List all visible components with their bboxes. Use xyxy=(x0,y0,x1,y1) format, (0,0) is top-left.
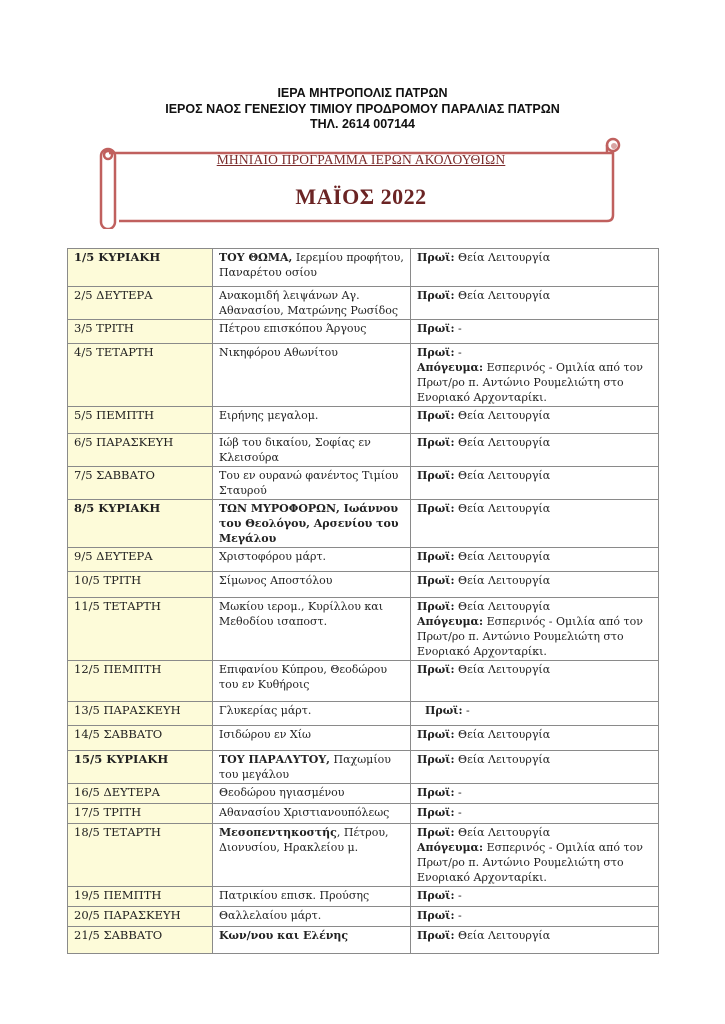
morning-label: Πρωϊ: xyxy=(417,550,455,563)
service-cell xyxy=(411,702,659,726)
saint-cell xyxy=(213,907,411,927)
afternoon-label: Απόγευμα: xyxy=(417,841,484,854)
schedule-row xyxy=(68,887,659,907)
schedule-row xyxy=(68,287,659,320)
date-cell: 1/5 ΚΥΡΙΑΚΗ xyxy=(68,249,213,287)
saint-cell xyxy=(213,320,411,344)
morning-value: - xyxy=(454,806,462,819)
saint-names: Αθανασίου Χριστιανουπόλεως xyxy=(219,806,390,819)
morning-label: Πρωϊ: xyxy=(417,346,455,359)
saint-names: Πατρικίου επισκ. Προύσης xyxy=(219,889,370,902)
morning-service xyxy=(417,662,652,677)
service-cell xyxy=(411,751,659,784)
date-cell: 15/5 ΚΥΡΙΑΚΗ xyxy=(68,751,213,784)
morning-label: Πρωϊ: xyxy=(417,289,455,302)
morning-service xyxy=(417,435,652,450)
service-cell xyxy=(411,804,659,824)
afternoon-label: Απόγευμα: xyxy=(417,615,484,628)
schedule-table xyxy=(67,248,659,954)
morning-service xyxy=(417,250,652,265)
morning-service xyxy=(417,501,652,516)
morning-service xyxy=(417,408,652,423)
schedule-row xyxy=(68,434,659,467)
morning-value: - xyxy=(462,704,470,717)
date-cell: 8/5 ΚΥΡΙΑΚΗ xyxy=(68,500,213,548)
feast-title: Κων/νου και Ελένης xyxy=(219,929,349,942)
service-cell xyxy=(411,824,659,887)
saint-cell xyxy=(213,702,411,726)
morning-label: Πρωϊ: xyxy=(417,889,455,902)
morning-label: Πρωϊ: xyxy=(417,502,455,515)
date-cell: 3/5 ΤΡΙΤΗ xyxy=(68,320,213,344)
date-cell: 12/5 ΠΕΜΠΤΗ xyxy=(68,661,213,702)
saint-cell xyxy=(213,751,411,784)
morning-label: Πρωϊ: xyxy=(417,600,455,613)
feast-title: ΤΟΥ ΠΑΡΑΛΥΤΟΥ, xyxy=(219,753,331,766)
saint-cell xyxy=(213,548,411,572)
morning-value: - xyxy=(454,786,462,799)
phone-number: ΤΗΛ. 2614 007144 xyxy=(310,117,415,131)
morning-value: Θεία Λειτουργία xyxy=(454,929,551,942)
schedule-row xyxy=(68,344,659,407)
morning-value: - xyxy=(454,346,462,359)
saint-names: Ισιδώρου εν Χίω xyxy=(219,728,312,741)
service-cell xyxy=(411,407,659,434)
service-cell xyxy=(411,548,659,572)
morning-service xyxy=(417,888,652,903)
service-cell xyxy=(411,320,659,344)
date-cell: 13/5 ΠΑΡΑΣΚΕΥΗ xyxy=(68,702,213,726)
morning-value: - xyxy=(454,322,462,335)
morning-label: Πρωϊ: xyxy=(417,826,455,839)
morning-service xyxy=(417,599,652,614)
saint-cell xyxy=(213,887,411,907)
saint-cell xyxy=(213,824,411,887)
saint-names: Νικηφόρου Αθωνίτου xyxy=(219,346,338,359)
service-cell xyxy=(411,661,659,702)
morning-value: Θεία Λειτουργία xyxy=(454,728,551,741)
saint-cell xyxy=(213,249,411,287)
morning-value: Θεία Λειτουργία xyxy=(454,550,551,563)
saint-names: Ανακομιδή λειψάνων Αγ. Αθανασίου, Ματρώνης Ρωσίδος xyxy=(219,289,398,317)
service-cell xyxy=(411,500,659,548)
schedule-row xyxy=(68,804,659,824)
date-cell: 6/5 ΠΑΡΑΣΚΕΥΗ xyxy=(68,434,213,467)
morning-label: Πρωϊ: xyxy=(417,909,455,922)
date-cell: 21/5 ΣΑΒΒΑΤΟ xyxy=(68,927,213,954)
saint-cell xyxy=(213,726,411,751)
scroll-frame-icon xyxy=(97,137,625,229)
banner-subtitle: ΜΗΝΙΑΙΟ ΠΡΟΓΡΑΜΜΑ ΙΕΡΩΝ ΑΚΟΛΟΥΘΙΩΝ xyxy=(216,152,506,167)
schedule-row xyxy=(68,927,659,954)
morning-label: Πρωϊ: xyxy=(417,322,455,335)
morning-value: Θεία Λειτουργία xyxy=(454,436,551,449)
schedule-row xyxy=(68,726,659,751)
morning-label: Πρωϊ: xyxy=(417,728,455,741)
morning-service xyxy=(417,727,652,742)
morning-label: Πρωϊ: xyxy=(417,409,455,422)
service-cell xyxy=(411,467,659,500)
morning-service xyxy=(417,752,652,767)
saint-names: Πέτρου επισκόπου Άργους xyxy=(219,322,367,335)
schedule-row xyxy=(68,661,659,702)
feast-title: ΤΟΥ ΘΩΜΑ, xyxy=(219,251,293,264)
feast-title: Μεσοπεντηκοστής xyxy=(219,826,337,839)
date-cell: 5/5 ΠΕΜΠΤΗ xyxy=(68,407,213,434)
morning-label: Πρωϊ: xyxy=(417,436,455,449)
morning-label: Πρωϊ: xyxy=(417,786,455,799)
church-header xyxy=(0,86,725,133)
saint-cell xyxy=(213,434,411,467)
morning-value: Θεία Λειτουργία xyxy=(454,574,551,587)
service-cell xyxy=(411,572,659,598)
morning-label: Πρωϊ: xyxy=(417,251,455,264)
morning-value: Θεία Λειτουργία xyxy=(454,289,551,302)
morning-label: Πρωϊ: xyxy=(417,753,455,766)
saint-names: Ιώβ του δικαίου, Σοφίας εν Κλεισούρα xyxy=(219,436,371,464)
morning-value: Θεία Λειτουργία xyxy=(454,251,551,264)
morning-value: - xyxy=(454,889,462,902)
afternoon-value: Εσπερινός - Ομιλία από τον Πρωτ/ρο π. Αντώνιο Ρουμελιώτη στο Ενοριακό Αρχονταρίκι. xyxy=(417,615,643,658)
schedule-row xyxy=(68,548,659,572)
schedule-row xyxy=(68,320,659,344)
morning-value: Θεία Λειτουργία xyxy=(454,753,551,766)
service-cell xyxy=(411,907,659,927)
schedule-row xyxy=(68,907,659,927)
morning-label: Πρωϊ: xyxy=(417,574,455,587)
morning-service xyxy=(417,321,652,336)
morning-service xyxy=(417,288,652,303)
saint-cell xyxy=(213,500,411,548)
feast-title: ΤΩΝ ΜΥΡΟΦΟΡΩΝ, Ιωάννου του Θεολόγου, Αρσενίου του Μεγάλου xyxy=(219,502,399,545)
saint-names: Θαλλελαίου μάρτ. xyxy=(219,909,322,922)
date-cell: 4/5 ΤΕΤΑΡΤΗ xyxy=(68,344,213,407)
afternoon-service xyxy=(417,840,652,885)
afternoon-label: Απόγευμα: xyxy=(417,361,484,374)
schedule-row xyxy=(68,751,659,784)
date-cell: 7/5 ΣΑΒΒΑΤΟ xyxy=(68,467,213,500)
afternoon-value: Εσπερινός - Ομιλία από τον Πρωτ/ρο π. Αντώνιο Ρουμελιώτη στο Ενοριακό Αρχονταρίκι. xyxy=(417,361,643,404)
date-cell: 18/5 ΤΕΤΑΡΤΗ xyxy=(68,824,213,887)
schedule-row xyxy=(68,467,659,500)
service-cell xyxy=(411,887,659,907)
date-cell: 16/5 ΔΕΥΤΕΡΑ xyxy=(68,784,213,804)
saint-cell xyxy=(213,467,411,500)
morning-label: Πρωϊ: xyxy=(417,663,455,676)
saint-names: Παχωμίου του μεγάλου xyxy=(219,753,391,781)
saint-cell xyxy=(213,784,411,804)
afternoon-service xyxy=(417,614,652,659)
service-cell xyxy=(411,784,659,804)
morning-value: Θεία Λειτουργία xyxy=(454,469,551,482)
afternoon-value: Εσπερινός - Ομιλία από τον Πρωτ/ρο π. Αντώνιο Ρουμελιώτη στο Ενοριακό Αρχονταρίκι. xyxy=(417,841,643,884)
date-cell: 17/5 ΤΡΙΤΗ xyxy=(68,804,213,824)
saint-cell xyxy=(213,287,411,320)
service-cell xyxy=(411,927,659,954)
saint-cell xyxy=(213,598,411,661)
saint-names: Του εν ουρανώ φανέντος Τιμίου Σταυρού xyxy=(219,469,399,497)
date-cell: 9/5 ΔΕΥΤΕΡΑ xyxy=(68,548,213,572)
morning-service xyxy=(417,908,652,923)
service-cell xyxy=(411,598,659,661)
schedule-row xyxy=(68,572,659,598)
schedule-row xyxy=(68,784,659,804)
date-cell: 10/5 ΤΡΙΤΗ xyxy=(68,572,213,598)
morning-service xyxy=(417,345,652,360)
morning-label: Πρωϊ: xyxy=(417,469,455,482)
saint-names: Θεοδώρου ηγιασμένου xyxy=(219,786,345,799)
schedule-row xyxy=(68,824,659,887)
morning-service xyxy=(417,468,652,483)
saint-cell xyxy=(213,661,411,702)
morning-label: Πρωϊ: xyxy=(425,704,463,717)
schedule-row xyxy=(68,500,659,548)
morning-service xyxy=(417,825,652,840)
banner-month-title: ΜΑΪΟΣ 2022 xyxy=(295,184,427,209)
date-cell: 2/5 ΔΕΥΤΕΡΑ xyxy=(68,287,213,320)
saint-names: Ειρήνης μεγαλομ. xyxy=(219,409,319,422)
date-cell: 19/5 ΠΕΜΠΤΗ xyxy=(68,887,213,907)
morning-service xyxy=(417,703,652,718)
service-cell xyxy=(411,287,659,320)
morning-value: Θεία Λειτουργία xyxy=(454,502,551,515)
scroll-banner xyxy=(97,137,625,227)
date-cell: 14/5 ΣΑΒΒΑΤΟ xyxy=(68,726,213,751)
saint-names: Χριστοφόρου μάρτ. xyxy=(219,550,327,563)
metropolis-name: ΙΕΡΑ ΜΗΤΡΟΠΟΛΙΣ ΠΑΤΡΩΝ xyxy=(277,86,448,100)
service-cell xyxy=(411,434,659,467)
morning-service xyxy=(417,549,652,564)
church-name: ΙΕΡΟΣ ΝΑΟΣ ΓΕΝΕΣΙΟΥ ΤΙΜΙΟΥ ΠΡΟΔΡΟΜΟΥ ΠΑΡΑΛΙΑΣ ΠΑΤΡΩΝ xyxy=(165,101,560,116)
saint-names: Επιφανίου Κύπρου, Θεοδώρου του εν Κυθήροις xyxy=(219,663,388,691)
saint-names: , Πέτρου, Διονυσίου, Ηρακλείου μ. xyxy=(219,826,389,854)
service-cell xyxy=(411,249,659,287)
morning-value: Θεία Λειτουργία xyxy=(454,409,551,422)
schedule-row xyxy=(68,598,659,661)
saint-names: Γλυκερίας μάρτ. xyxy=(219,704,312,717)
morning-service xyxy=(417,573,652,588)
afternoon-service xyxy=(417,360,652,405)
morning-label: Πρωϊ: xyxy=(417,929,455,942)
morning-service xyxy=(417,928,652,943)
saint-cell xyxy=(213,804,411,824)
date-cell: 20/5 ΠΑΡΑΣΚΕΥΗ xyxy=(68,907,213,927)
morning-value: Θεία Λειτουργία xyxy=(454,826,551,839)
date-cell: 11/5 ΤΕΤΑΡΤΗ xyxy=(68,598,213,661)
morning-service xyxy=(417,785,652,800)
saint-cell xyxy=(213,572,411,598)
saint-cell xyxy=(213,927,411,954)
schedule-row xyxy=(68,249,659,287)
saint-names: Σίμωνος Αποστόλου xyxy=(219,574,333,587)
saint-cell xyxy=(213,407,411,434)
morning-value: Θεία Λειτουργία xyxy=(454,600,551,613)
morning-value: Θεία Λειτουργία xyxy=(454,663,551,676)
morning-service xyxy=(417,805,652,820)
service-cell xyxy=(411,726,659,751)
schedule-row xyxy=(68,407,659,434)
schedule-row xyxy=(68,702,659,726)
saint-names: Μωκίου ιερομ., Κυρίλλου και Μεθοδίου ισαποστ. xyxy=(219,600,384,628)
saint-names: Ιερεμίου προφήτου, Παναρέτου οσίου xyxy=(219,251,404,279)
saint-cell xyxy=(213,344,411,407)
morning-label: Πρωϊ: xyxy=(417,806,455,819)
morning-value: - xyxy=(454,909,462,922)
service-cell xyxy=(411,344,659,407)
